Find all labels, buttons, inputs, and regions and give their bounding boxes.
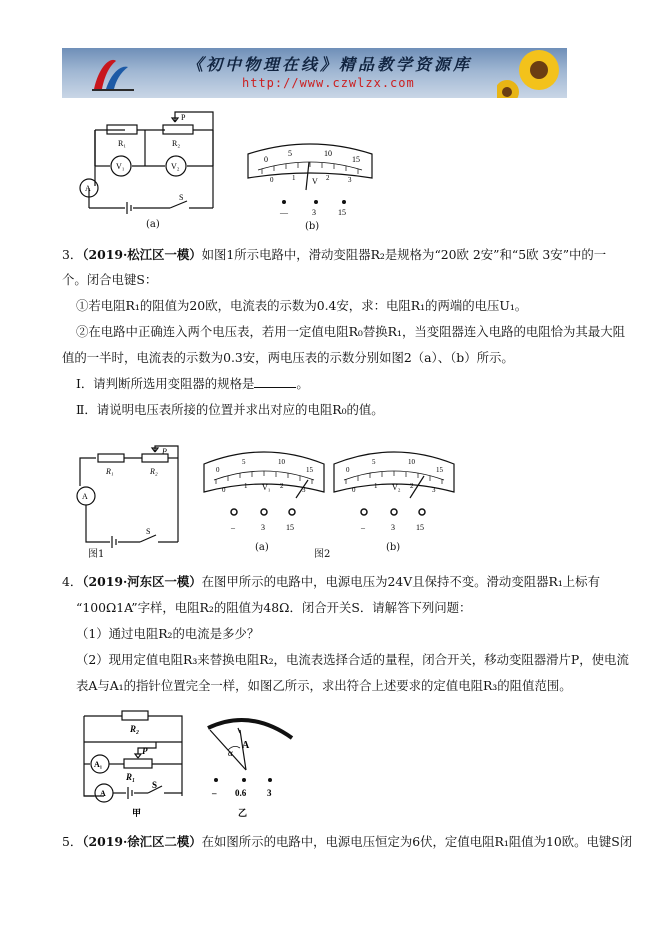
q3-sub1 — [76, 374, 309, 394]
q4-label-p: P — [142, 746, 148, 756]
q4-label-a: A — [100, 789, 106, 798]
q3-item2b: 值的一半时，电流表的示数为0.3安，两电压表的示数分别如图2（a）、（b）所示。 — [62, 350, 514, 365]
q5-source: （2019·徐汇区二模） — [82, 834, 202, 849]
a-terminal-15: 15 — [286, 523, 294, 532]
sunflower-icon — [497, 48, 567, 98]
header-banner — [62, 48, 567, 98]
logo-icon — [82, 53, 142, 93]
q3-circuit — [70, 444, 190, 559]
a-scale-small-0: 0 — [222, 486, 226, 494]
q4-alpha: α — [228, 748, 233, 758]
b-terminal-3: 3 — [391, 523, 395, 532]
a-scale-big-3: 15 — [306, 466, 313, 474]
scale-small-3: 3 — [348, 176, 352, 184]
q3-line1 — [62, 245, 606, 265]
fig1-caption: 图1 — [88, 549, 105, 560]
label-a: A — [85, 184, 91, 193]
fig-a-caption: (a) — [146, 219, 160, 230]
b-scale-small-1: 1 — [374, 482, 378, 490]
q3-label-p: P — [162, 447, 167, 456]
b-v2-label: V₂ — [392, 483, 401, 492]
q4-number: 4． — [62, 574, 83, 589]
a-scale-small-2: 2 — [280, 482, 284, 490]
b-terminal-15: 15 — [416, 523, 424, 532]
a-scale-small-3: 3 — [302, 486, 306, 494]
q3-voltmeter-b — [330, 446, 458, 538]
a-terminal-neg: – — [231, 523, 235, 532]
q4-item2a: （2）现用定值电阻R₃来替换电阻R₂，电流表选择合适的量程，闭合开关，移动变阻器滑片P，使电流 — [76, 652, 629, 667]
q4-text1: 在图甲所示的电路中，电源电压为24V且保持不变。滑动变阻器R₁上标有 — [201, 574, 600, 589]
q4-line2: “100Ω1A”字样，电阻R₂的阻值为48Ω．闭合开关S．请解答下列问题： — [76, 600, 472, 615]
label-p: P — [181, 113, 186, 122]
fig2b-caption: (b) — [386, 542, 401, 553]
q5-line1 — [62, 832, 632, 852]
scale-small-1: 1 — [292, 174, 296, 182]
b-scale-small-2: 2 — [410, 482, 414, 490]
q4-label-s: S — [152, 780, 158, 790]
terminal-15: 15 — [338, 208, 346, 217]
scale-small-0: 0 — [270, 176, 274, 184]
q4-terminal-06: 0.6 — [235, 788, 247, 798]
label-r1: R₁ — [118, 139, 127, 148]
label-r2: R₂ — [172, 139, 181, 148]
q4-label-r1: R₁ — [126, 772, 136, 782]
q4-resistor-r2 — [122, 711, 148, 720]
q3-sub1-end: 。 — [296, 376, 309, 391]
q3-label-a: A — [82, 492, 88, 501]
label-v1: V₁ — [116, 162, 125, 171]
scale-small-2: 2 — [326, 174, 330, 182]
q3-number: 3． — [62, 247, 83, 262]
q3-item1: ①若电阻R₁的阻值为20欧，电流表的示数为0.4安，求：电阻R₁的两端的电压U₁。 — [76, 298, 528, 313]
terminal-neg: — — [280, 208, 288, 217]
top-voltmeter — [240, 140, 380, 218]
q3-line2: 个。闭合电键S： — [62, 272, 158, 287]
label-v2: V₂ — [171, 162, 180, 171]
b-scale-big-0: 0 — [346, 466, 350, 474]
q4-item1: （1）通过电阻R₂的电流是多少？ — [76, 626, 260, 641]
terminal-3: 3 — [312, 208, 316, 217]
banner-title: 《初中物理在线》精品教学资源库 — [187, 55, 473, 74]
q4-ammeter — [190, 714, 300, 824]
resistor-r2 — [163, 125, 193, 134]
q4-label-a1: A₁ — [94, 760, 103, 769]
q3-label-r1: R₁ — [106, 467, 114, 476]
scale-big-3: 15 — [352, 155, 360, 164]
q3-label-s: S — [146, 527, 151, 536]
q5-text1: 在如图所示的电路中，电源电压恒定为6伏，定值电阻R₁阻值为10欧。电键S闭 — [201, 834, 633, 849]
a-v1-label: V₁ — [262, 483, 271, 492]
q4-line1 — [62, 572, 600, 592]
fig-b-caption: (b) — [305, 221, 320, 232]
fig2a-caption: (a) — [255, 542, 269, 553]
q3-item2a: ②在电路中正确连入两个电压表，若用一定值电阻R₀替换R₁，当变阻器连入电路的电阻恰为其最大阻 — [76, 324, 625, 339]
scale-big-1: 5 — [288, 149, 292, 158]
a-scale-big-0: 0 — [216, 466, 220, 474]
b-scale-big-3: 15 — [436, 466, 443, 474]
q4-source: （2019·河东区一模） — [82, 574, 202, 589]
q3-label-r2: R₂ — [150, 467, 158, 476]
answer-blank[interactable] — [254, 375, 296, 388]
q4-caption-yi: 乙 — [238, 808, 248, 818]
b-terminal-neg: – — [361, 523, 365, 532]
banner-url: http://www.czwlzx.com — [242, 76, 415, 90]
b-scale-big-1: 5 — [372, 458, 376, 466]
b-scale-big-2: 10 — [408, 458, 415, 466]
q4-resistor-r1 — [124, 759, 152, 768]
q3-voltmeter-a — [200, 446, 328, 538]
a-scale-big-1: 5 — [242, 458, 246, 466]
q3-source: （2019·松江区一模） — [82, 247, 202, 262]
q3-resistor-r1 — [98, 454, 124, 462]
top-circuit-diagram — [75, 108, 225, 220]
q4-label-r2: R₂ — [130, 724, 140, 734]
q4-item2b: 表A与A₁的指针位置完全一样，如图乙所示，求出符合上述要求的定值电阻R₃的阻值范围。 — [76, 678, 572, 693]
q4-circuit — [76, 708, 188, 820]
q4-meter-a: A — [242, 740, 250, 751]
b-scale-small-3: 3 — [432, 486, 436, 494]
b-scale-small-0: 0 — [352, 486, 356, 494]
meter-unit: V — [312, 177, 318, 186]
label-s: S — [179, 193, 184, 202]
q4-caption-jia: 甲 — [132, 808, 142, 818]
q4-terminal-neg: – — [212, 788, 217, 798]
scale-big-2: 10 — [324, 149, 332, 158]
a-scale-small-1: 1 — [244, 482, 248, 490]
q4-terminal-3: 3 — [267, 788, 272, 798]
scale-big-0: 0 — [264, 155, 268, 164]
fig2-caption: 图2 — [314, 549, 331, 560]
q5-number: 5． — [62, 834, 83, 849]
a-scale-big-2: 10 — [278, 458, 285, 466]
q3-sub2: Ⅱ．请说明电压表所接的位置并求出对应的电阻R₀的值。 — [76, 402, 384, 417]
a-terminal-3: 3 — [261, 523, 265, 532]
q3-sub1-text: Ⅰ．请判断所选用变阻器的规格是 — [76, 376, 255, 391]
q3-text1: 如图1所示电路中，滑动变阻器R₂是规格为“20欧 2安”和“5欧 3安”中的一 — [201, 247, 607, 262]
